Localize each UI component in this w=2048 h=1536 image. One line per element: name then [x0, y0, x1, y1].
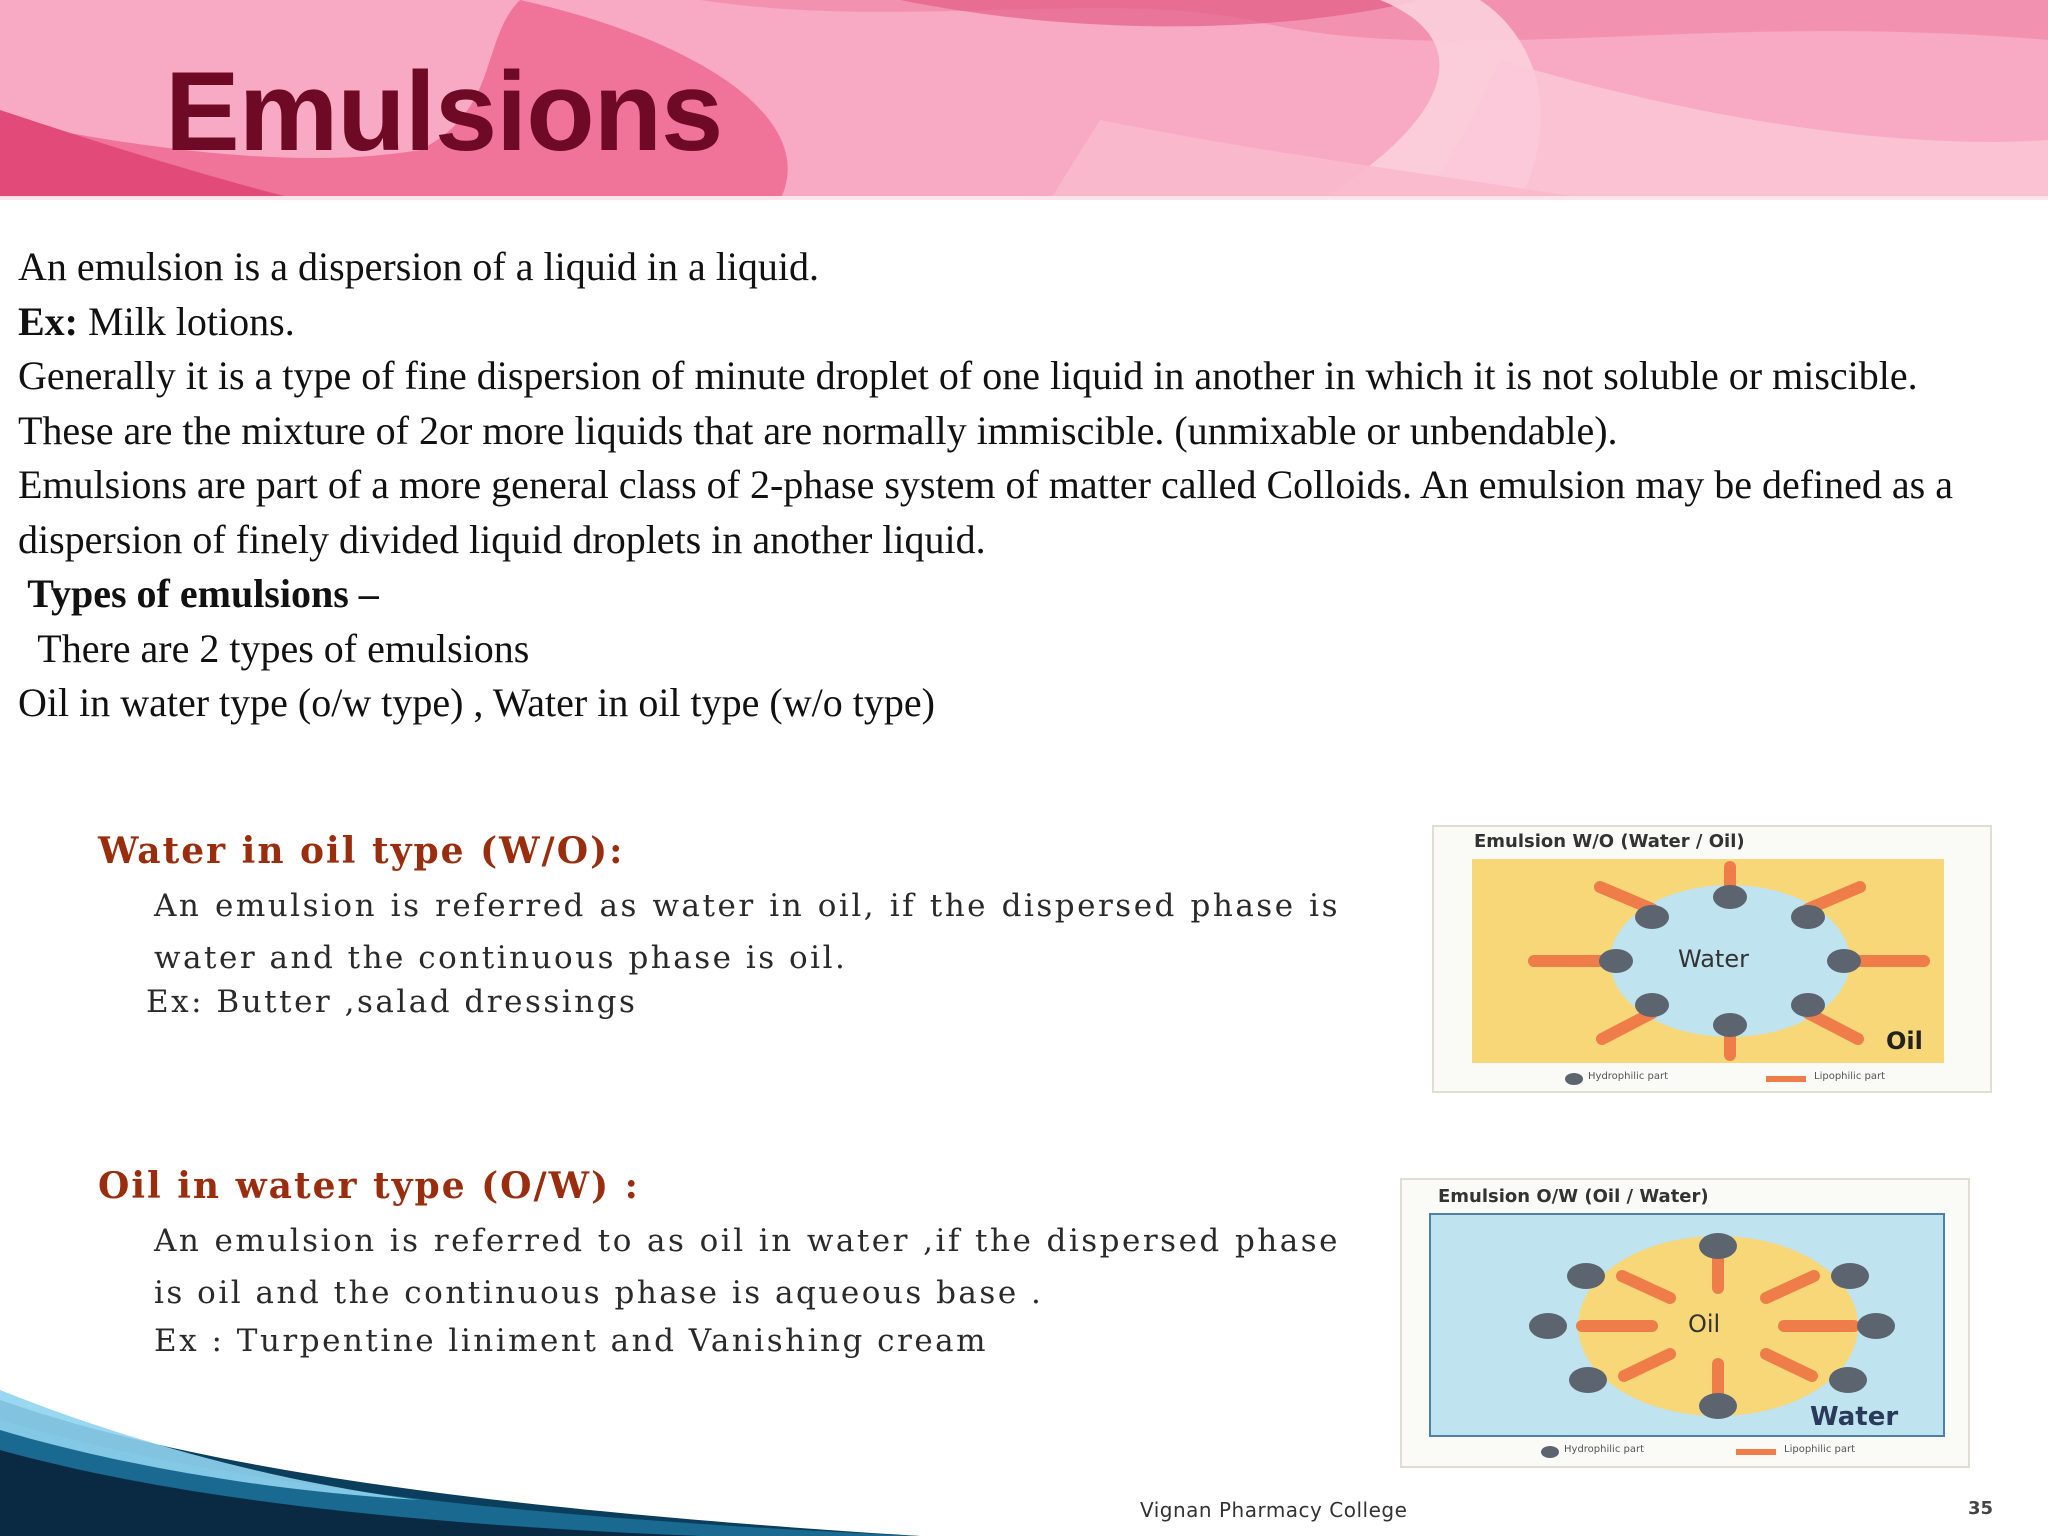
general-description: Generally it is a type of fine dispersion of minute droplet of one liquid in another in which it is not soluble or miscible.: [18, 353, 1918, 398]
types-heading-text: Types of emulsions –: [18, 571, 379, 616]
intro-text-block: [18, 240, 2018, 731]
ow-description: An emulsion is referred to as oil in water ,if the dispersed phase is oil and the continuous phase is aqueous base .: [154, 1223, 1340, 1311]
example-label: Ex:: [18, 298, 78, 344]
definition-line: An emulsion is a dispersion of a liquid in a liquid.: [18, 244, 820, 289]
ow-inner-label: Oil: [1688, 1310, 1721, 1338]
colloid-description: Emulsions are part of a more general class of 2-phase system of matter called Colloids. An emulsion may be defined as a dispersion of finely divided liquid droplets in another liquid.: [18, 462, 1953, 562]
ow-section: [98, 1165, 1348, 1359]
wo-diagram: [1432, 825, 1992, 1093]
ow-example: Ex : Turpentine liniment and Vanishing cream: [154, 1323, 989, 1359]
footer-swoosh-decoration: [0, 1390, 960, 1536]
ow-diagram: [1400, 1178, 1970, 1468]
wo-example: Ex: Butter ,salad dressings: [146, 984, 638, 1020]
slide-header: [0, 0, 2048, 200]
ow-legend-lipophilic: Lipophilic part: [1784, 1444, 1856, 1455]
wo-legend-hydrophilic: Hydrophilic part: [1588, 1071, 1668, 1082]
footer-college-name: Vignan Pharmacy College: [1140, 1498, 1408, 1522]
wo-outer-label: Oil: [1886, 1027, 1923, 1055]
types-list: Oil in water type (o/w type) , Water in oil type (w/o type): [18, 680, 935, 725]
ow-diagram-title: Emulsion O/W (Oil / Water): [1438, 1186, 1709, 1207]
ow-heading: Oil in water type (O/W) :: [98, 1165, 640, 1207]
wo-description: An emulsion is referred as water in oil, if the dispersed phase is water and the continuous phase is oil.: [154, 888, 1340, 976]
example-line: [18, 295, 2018, 350]
ow-legend-hydrophilic: Hydrophilic part: [1564, 1444, 1644, 1455]
example-text: Milk lotions.: [78, 298, 295, 344]
wo-section: [98, 830, 1348, 1020]
wo-legend-lipophilic: Lipophilic part: [1814, 1071, 1886, 1082]
mixture-description: These are the mixture of 2or more liquids that are normally immiscible. (unmixable or unbendable).: [18, 407, 1618, 453]
types-intro: There are 2 types of emulsions: [18, 625, 530, 671]
types-heading: [18, 567, 2018, 622]
slide-title: Emulsions: [165, 49, 723, 174]
footer-page-number: 35: [1968, 1498, 1994, 1519]
wo-diagram-title: Emulsion W/O (Water / Oil): [1474, 831, 1745, 852]
wo-heading: Water in oil type (W/O):: [98, 830, 625, 872]
ow-outer-label: Water: [1810, 1402, 1899, 1432]
wo-inner-label: Water: [1678, 945, 1749, 973]
